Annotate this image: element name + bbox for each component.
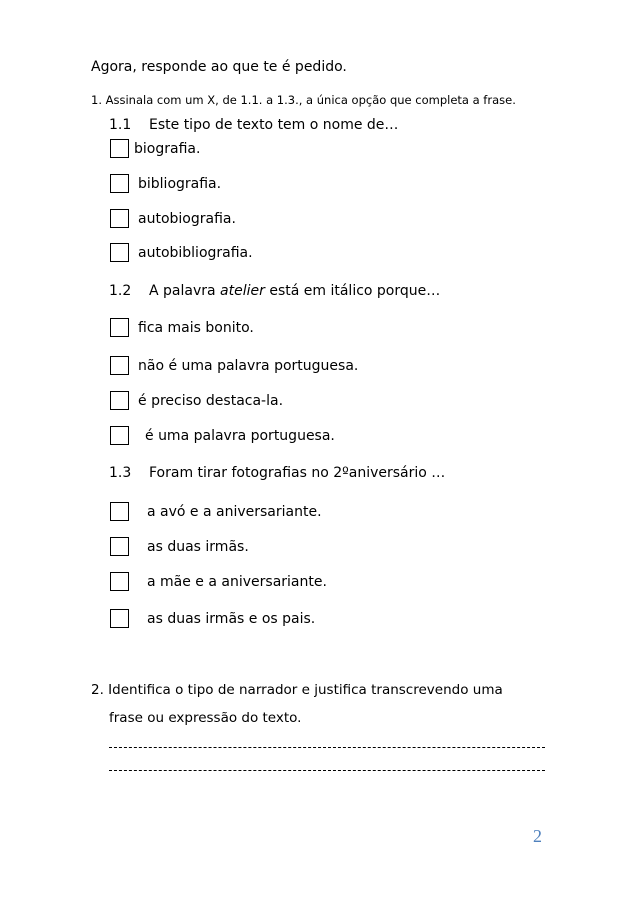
option-1-3-c: a mãe e a aniversariante. xyxy=(147,574,327,590)
page-number: 2 xyxy=(533,826,542,846)
checkbox-1-2-a[interactable] xyxy=(110,318,129,337)
question-1-3-heading xyxy=(109,465,445,481)
checkbox-1-2-b[interactable] xyxy=(110,356,129,375)
question-1-1-heading xyxy=(109,117,398,133)
question-stem: Foram tirar fotografias no 2ºaniversário … xyxy=(149,465,446,481)
answer-line-2[interactable] xyxy=(109,770,545,771)
question-number: 1.3 xyxy=(109,465,132,481)
checkbox-1-3-b[interactable] xyxy=(110,537,129,556)
option-1-3-d: as duas irmãs e os pais. xyxy=(147,611,316,627)
checkbox-1-2-d[interactable] xyxy=(110,426,129,445)
option-1-2-c: é preciso destaca-la. xyxy=(138,393,284,409)
option-1-1-d: autobibliografia. xyxy=(138,245,253,261)
answer-line-1[interactable] xyxy=(109,747,545,748)
question-number: 1.1 xyxy=(109,117,132,133)
question-number: 1.2 xyxy=(109,283,132,299)
checkbox-1-1-a[interactable] xyxy=(110,139,129,158)
option-1-2-b: não é uma palavra portuguesa. xyxy=(138,358,359,374)
option-1-3-a: a avó e a aniversariante. xyxy=(147,504,322,520)
checkbox-1-1-d[interactable] xyxy=(110,243,129,262)
checkbox-1-1-c[interactable] xyxy=(110,209,129,228)
option-1-3-b: as duas irmãs. xyxy=(147,539,249,555)
question-stem: Este tipo de texto tem o nome de… xyxy=(149,117,399,133)
option-1-2-d: é uma palavra portuguesa. xyxy=(145,428,335,444)
checkbox-1-2-c[interactable] xyxy=(110,391,129,410)
checkbox-1-1-b[interactable] xyxy=(110,174,129,193)
question-2-prompt-line-2: frase ou expressão do texto. xyxy=(109,710,302,726)
intro-instruction: Agora, responde ao que te é pedido. xyxy=(91,59,347,75)
option-1-1-b: bibliografia. xyxy=(138,176,222,192)
option-1-1-a: biografia. xyxy=(134,141,201,157)
checkbox-1-3-c[interactable] xyxy=(110,572,129,591)
question-2-prompt-line-1: 2. Identifica o tipo de narrador e justifica transcrevendo uma xyxy=(91,682,503,698)
question-1-2-heading xyxy=(109,283,440,299)
question-stem-before: A palavra xyxy=(149,283,221,299)
question-stem-after: está em itálico porque… xyxy=(264,283,441,299)
checkbox-1-3-a[interactable] xyxy=(110,502,129,521)
italic-word: atelier xyxy=(220,283,265,299)
question-1-prompt: 1. Assinala com um X, de 1.1. a 1.3., a única opção que completa a frase. xyxy=(91,93,516,107)
checkbox-1-3-d[interactable] xyxy=(110,609,129,628)
option-1-2-a: fica mais bonito. xyxy=(138,320,254,336)
option-1-1-c: autobiografia. xyxy=(138,211,236,227)
